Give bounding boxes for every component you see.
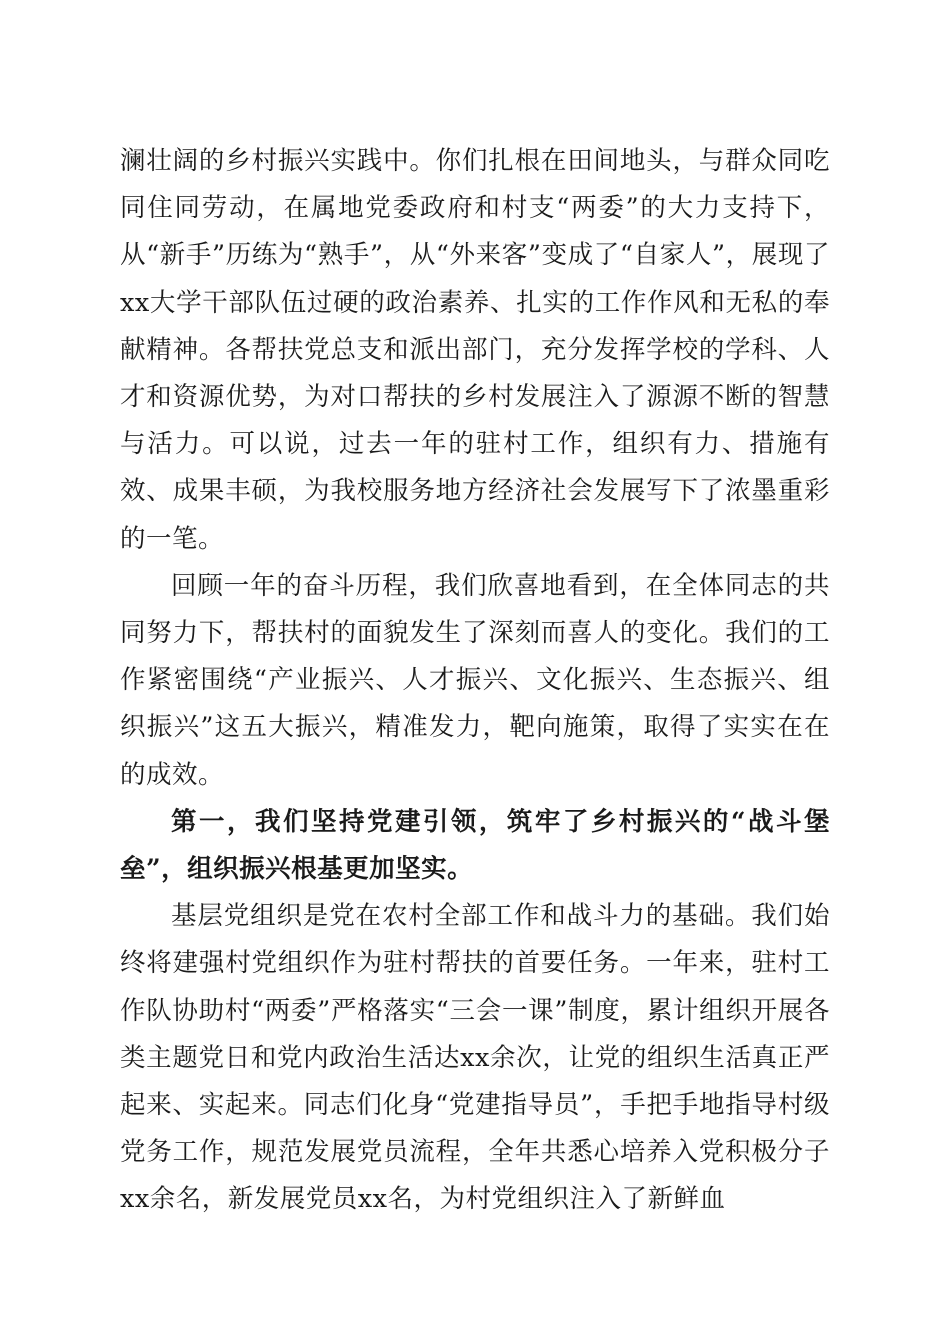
section-heading-1: 第一，我们坚持党建引领，筑牢了乡村振兴的“战斗堡垒”，组织振兴根基更加坚实。 bbox=[120, 806, 830, 885]
paragraph-3: 基层党组织是党在农村全部工作和战斗力的基础。我们始终将建强村党组织作为驻村帮扶的首要任务。一年来，驻村工作队协助村“两委”严格落实“三会一课”制度，累计组织开展各类主题党日和党内政治生活达xx余次，让党的组织生活真正严起来、实起来。同志们化身“党建指导员”，手把手地指导村级党务工作，规范发展党员流程，全年共悉心培养入党积极分子xx余名，新发展党员xx名，为村党组织注入了新鲜血 bbox=[120, 901, 830, 1215]
paragraph-2: 回顾一年的奋斗历程，我们欣喜地看到，在全体同志的共同努力下，帮扶村的面貌发生了深刻而喜人的变化。我们的工作紧密围绕“产业振兴、人才振兴、文化振兴、生态振兴、组织振兴”这五大振兴，精准发力，靶向施策，取得了实实在在的成效。 bbox=[120, 570, 830, 790]
paragraph-1: 澜壮阔的乡村振兴实践中。你们扎根在田间地头，与群众同吃同住同劳动，在属地党委政府和村支“两委”的大力支持下，从“新手”历练为“熟手”，从“外来客”变成了“自家人”，展现了xx大学干部队伍过硬的政治素养、扎实的工作作风和无私的奉献精神。各帮扶党总支和派出部门，充分发挥学校的学科、人才和资源优势，为对口帮扶的乡村发展注入了源源不断的智慧与活力。可以说，过去一年的驻村工作，组织有力、措施有效、成果丰硕，为我校服务地方经济社会发展写下了浓墨重彩的一笔。 bbox=[120, 146, 830, 554]
document-body bbox=[120, 138, 830, 1224]
